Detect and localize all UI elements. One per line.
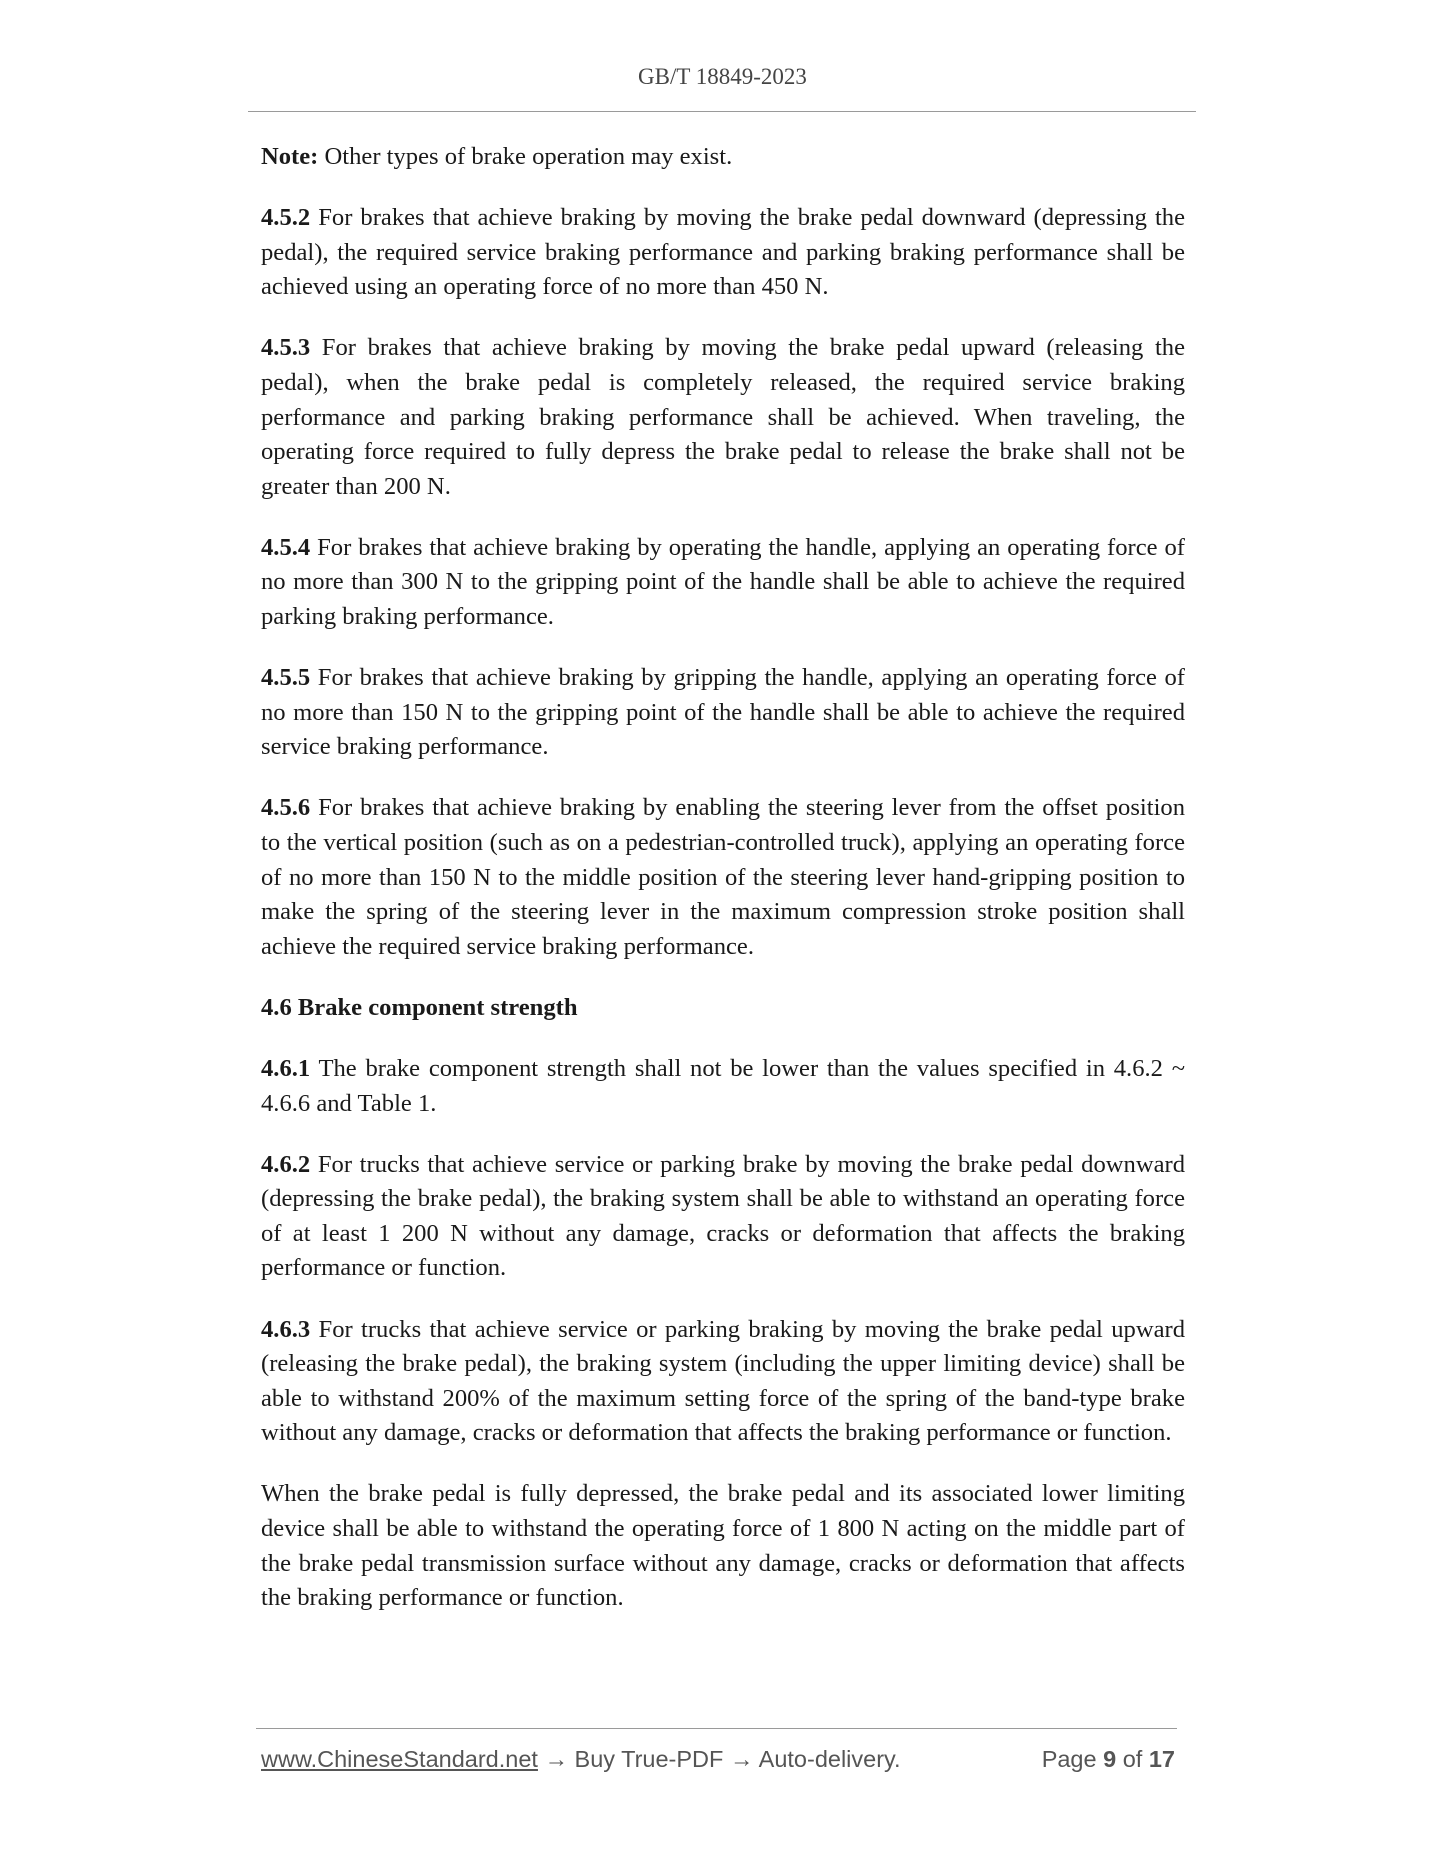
page-indicator — [1042, 1746, 1175, 1773]
clause-4-5-4 — [261, 531, 1185, 635]
document-header-title: GB/T 18849-2023 — [638, 64, 807, 89]
clause-text: For brakes that achieve braking by gripping the handle, applying an operating force of no more than 150 N to the gripping point of the handle shall be able to achieve the required service braking performance. — [261, 664, 1185, 761]
clause-text: The brake component strength shall not be lower than the values specified in 4.6.2 ~ 4.6.6 and Table 1. — [261, 1054, 1185, 1117]
note-label: Note: — [261, 143, 319, 170]
header-divider — [248, 111, 1196, 112]
note-paragraph — [261, 140, 1185, 175]
clause-text: For brakes that achieve braking by moving the brake pedal upward (releasing the pedal), when the brake pedal is completely released, the required service braking performance and parking braking performance shall be achieved. When traveling, the operating force required to fully depress the brake pedal to release the brake shall not be greater than 200 N. — [261, 334, 1185, 500]
arrow-right-icon: → — [544, 1746, 568, 1772]
clause-4-5-2 — [261, 201, 1185, 305]
clause-4-6-2 — [261, 1148, 1185, 1286]
final-paragraph: When the brake pedal is fully depressed, the brake pedal and its associated lower limiting device shall be able to withstand the operating force of 1 800 N acting on the middle part of the brake pedal transmission surface without any damage, cracks or deformation that affects the braking performance or function. — [261, 1480, 1185, 1612]
current-page-number: 9 — [1103, 1746, 1117, 1772]
clause-number: 4.5.4 — [261, 533, 311, 561]
arrow-right-icon: → — [729, 1746, 754, 1772]
clause-text: For trucks that achieve service or parking brake by moving the brake pedal downward (depressing the brake pedal), the braking system shall be able to withstand an operating force of at least 1 200 N without any damage, cracks or deformation that affects the braking performance or function. — [261, 1150, 1185, 1282]
note-text: Other types of brake operation may exist. — [318, 143, 733, 170]
document-body — [261, 140, 1185, 1642]
buy-pdf-text: Buy True-PDF — [574, 1746, 724, 1772]
auto-delivery-text: Auto-delivery. — [758, 1746, 901, 1772]
total-pages-number: 17 — [1148, 1746, 1175, 1772]
clause-number: 4.6.3 — [261, 1315, 311, 1343]
clause-number: 4.5.2 — [261, 204, 311, 232]
section-heading: 4.6 Brake component strength — [261, 993, 578, 1021]
clause-number: 4.5.6 — [261, 794, 311, 822]
clause-number: 4.6.2 — [261, 1150, 311, 1178]
footer-promo — [261, 1746, 901, 1773]
clause-number: 4.5.5 — [261, 664, 311, 692]
clause-number: 4.6.1 — [261, 1054, 311, 1082]
website-link[interactable]: www.ChineseStandard.net — [261, 1746, 538, 1772]
clause-text: For brakes that achieve braking by enabling the steering lever from the offset position to the vertical position (such as on a pedestrian-controlled truck), applying an operating force of no more than 150 N to the middle position of the steering lever hand-gripping position to make the spring of the steering lever in the maximum compression stroke position shall achieve the required service braking performance. — [261, 794, 1185, 960]
footer-divider — [256, 1728, 1177, 1729]
clause-number: 4.5.3 — [261, 334, 311, 362]
of-label: of — [1122, 1746, 1143, 1772]
clause-4-6-1 — [261, 1052, 1185, 1121]
clause-text: For brakes that achieve braking by moving the brake pedal downward (depressing the pedal), the required service braking performance and parking braking performance shall be achieved using an operating force of no more than 450 N. — [261, 204, 1185, 301]
clause-4-6-3 — [261, 1313, 1185, 1451]
page-label: Page — [1041, 1746, 1097, 1772]
clause-4-5-5 — [261, 661, 1185, 765]
clause-4-5-3 — [261, 331, 1185, 504]
clause-4-5-6 — [261, 791, 1185, 964]
clause-text: For trucks that achieve service or parking braking by moving the brake pedal upward (releasing the brake pedal), the braking system (including the upper limiting device) shall be able to withstand 200% of the maximum setting force of the spring of the band-type brake without any damage, cracks or deformation that affects the braking performance or function. — [261, 1315, 1185, 1447]
clause-text: For brakes that achieve braking by operating the handle, applying an operating force of no more than 300 N to the gripping point of the handle shall be able to achieve the required parking braking performance. — [261, 533, 1185, 631]
